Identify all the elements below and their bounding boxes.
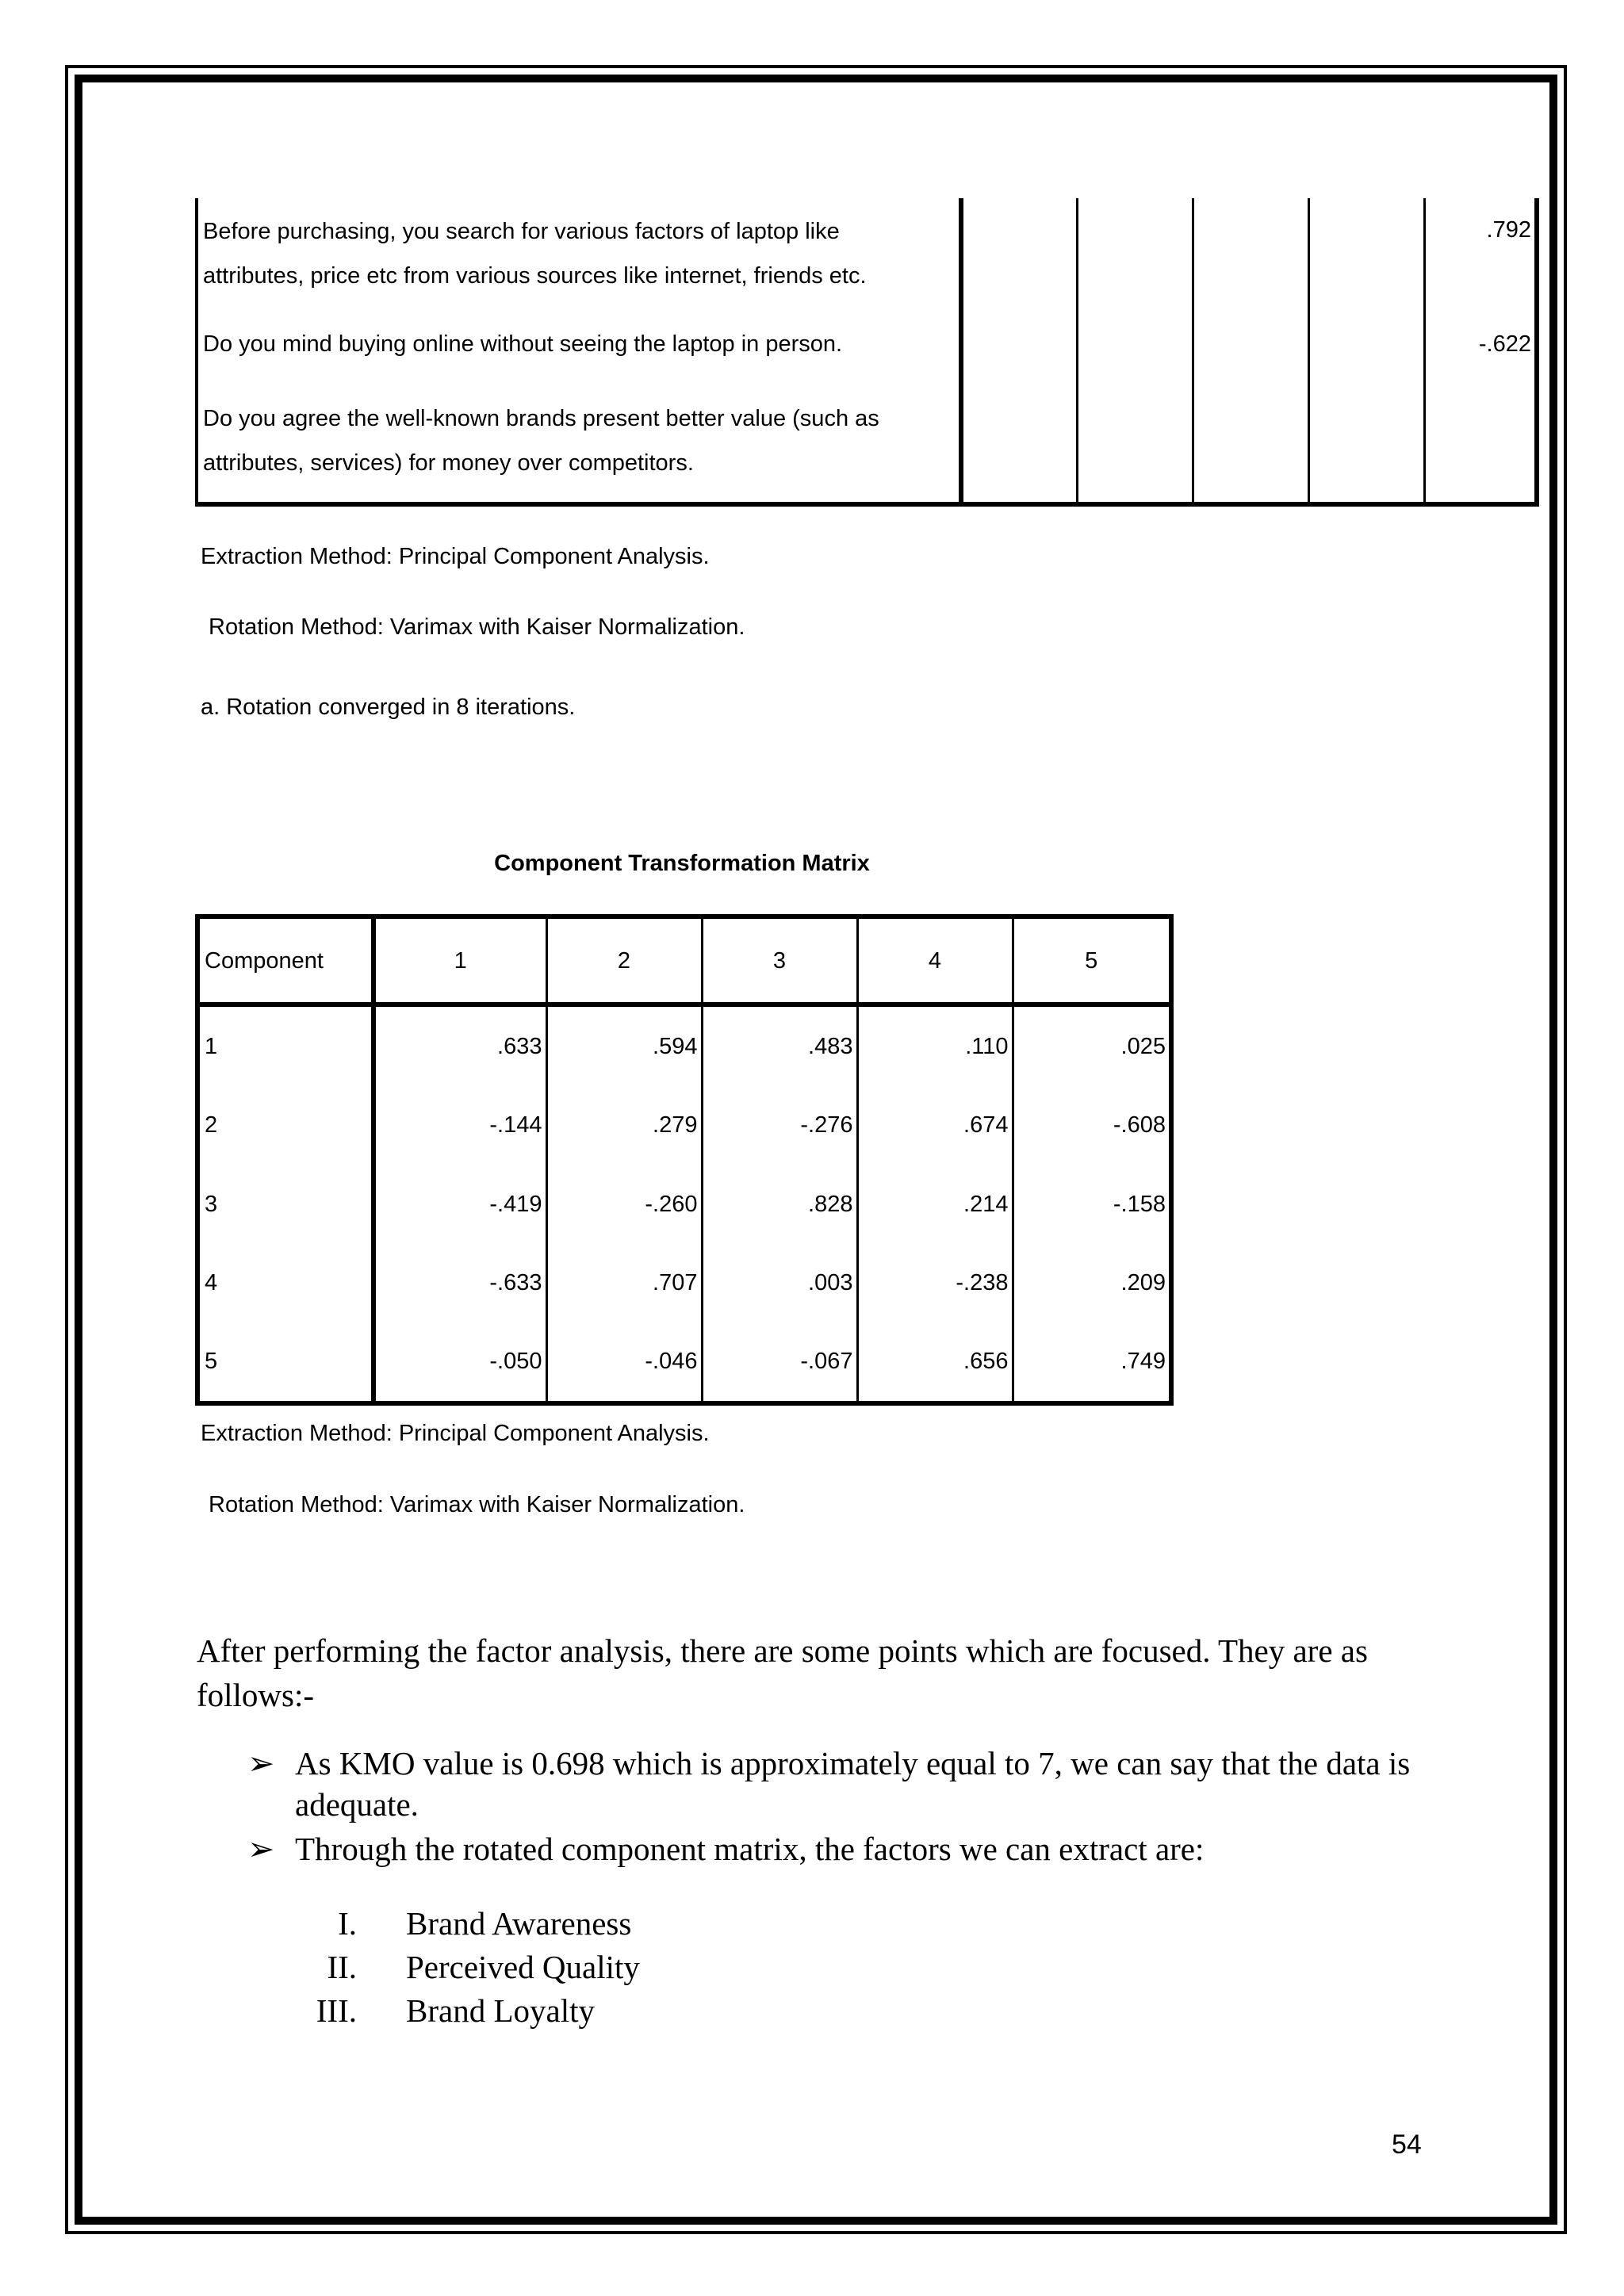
table-row: [197, 1004, 1171, 1085]
cell: .828: [702, 1165, 857, 1243]
factor-text: Brand Awareness: [406, 1905, 632, 1942]
extraction-note: Extraction Method: Principal Component Analysis.: [201, 1421, 710, 1446]
bullet-list: [247, 1743, 1484, 1873]
row-header: 3: [197, 1165, 373, 1243]
cell: .594: [546, 1004, 702, 1085]
cell: -.276: [702, 1086, 857, 1165]
cell: .483: [702, 1004, 857, 1085]
cell: [961, 198, 1077, 309]
cell-value: .792: [1424, 198, 1537, 309]
page-number: 54: [1392, 2130, 1422, 2160]
cell-value: [1424, 379, 1537, 504]
cell: -.046: [546, 1322, 702, 1403]
cell: .707: [546, 1243, 702, 1322]
cell: -.608: [1013, 1086, 1171, 1165]
cell: -.158: [1013, 1165, 1171, 1243]
row-label-line: Do you agree the well-known brands present better value (such as: [203, 405, 879, 431]
list-item: [247, 1828, 1484, 1869]
column-header: 4: [857, 916, 1013, 1004]
bullet-text: Through the rotated component matrix, the factors we can extract are:: [295, 1831, 1205, 1867]
column-header: 2: [546, 916, 702, 1004]
intro-paragraph: After performing the factor analysis, there are some points which are focused. They are as follows:-: [197, 1632, 1368, 1713]
cell: .209: [1013, 1243, 1171, 1322]
cell: -.419: [373, 1165, 546, 1243]
column-header: 3: [702, 916, 857, 1004]
table-row: [197, 1086, 1171, 1165]
cell: -.633: [373, 1243, 546, 1322]
cell: .674: [857, 1086, 1013, 1165]
factor-text: Brand Loyalty: [406, 1992, 595, 2029]
cell: [1308, 379, 1424, 504]
rotation-note: Rotation Method: Varimax with Kaiser Normalization.: [209, 1492, 745, 1517]
row-header: 4: [197, 1243, 373, 1322]
row-label-line: Before purchasing, you search for various factors of laptop like: [203, 219, 840, 244]
factor-list: [301, 1904, 640, 2035]
cell: .656: [857, 1322, 1013, 1403]
rotation-note: Rotation Method: Varimax with Kaiser Normalization.: [209, 614, 745, 640]
row-label: [197, 309, 961, 379]
row-label: [197, 198, 961, 309]
column-header: 5: [1013, 916, 1171, 1004]
cell: .003: [702, 1243, 857, 1322]
table-row: [197, 198, 1537, 309]
list-number: I.: [338, 1905, 357, 1942]
list-number: II.: [327, 1949, 357, 1985]
table-row: [197, 309, 1537, 379]
row-header: 2: [197, 1086, 373, 1165]
row-label-line: Do you mind buying online without seeing the laptop in person.: [203, 331, 843, 357]
cell-value: -.622: [1424, 309, 1537, 379]
column-header: 1: [373, 916, 546, 1004]
cell: .214: [857, 1165, 1013, 1243]
list-number: III.: [316, 1992, 357, 2029]
row-label-line: attributes, price etc from various sources like internet, friends etc.: [203, 263, 867, 289]
cell: [1077, 309, 1193, 379]
extraction-note: Extraction Method: Principal Component Analysis.: [201, 544, 710, 569]
cell: [1193, 309, 1308, 379]
cell: [1308, 198, 1424, 309]
cell: .633: [373, 1004, 546, 1085]
table-row: [197, 1322, 1171, 1403]
component-transformation-matrix: [195, 914, 1174, 1406]
row-label-line: attributes, services) for money over competitors.: [203, 450, 694, 476]
cell: [1193, 379, 1308, 504]
cell: [961, 379, 1077, 504]
column-header: Component: [197, 916, 373, 1004]
row-label: [197, 379, 961, 504]
table-row: [197, 1243, 1171, 1322]
cell: .279: [546, 1086, 702, 1165]
cell: -.050: [373, 1322, 546, 1403]
table-title: Component Transformation Matrix: [494, 851, 870, 876]
cell: [1077, 198, 1193, 309]
cell: -.067: [702, 1322, 857, 1403]
factor-text: Perceived Quality: [406, 1949, 640, 1985]
cell: [1077, 379, 1193, 504]
cell: .749: [1013, 1322, 1171, 1403]
row-header: 5: [197, 1322, 373, 1403]
cell: -.144: [373, 1086, 546, 1165]
cell: .110: [857, 1004, 1013, 1085]
cell: -.260: [546, 1165, 702, 1243]
cell: -.238: [857, 1243, 1013, 1322]
table-row: [197, 1165, 1171, 1243]
list-item: [301, 1992, 640, 2035]
list-item: [301, 1904, 640, 1948]
cell: [1308, 309, 1424, 379]
convergence-note: a. Rotation converged in 8 iterations.: [201, 695, 576, 720]
cell: .025: [1013, 1004, 1171, 1085]
row-header: 1: [197, 1004, 373, 1085]
rotated-matrix-fragment: [195, 198, 1539, 507]
table-row: [197, 379, 1537, 504]
bullet-text: As KMO value is 0.698 which is approximately equal to 7, we can say that the data is adequate.: [295, 1745, 1411, 1823]
arrow-bullet-icon: ➢: [247, 1745, 275, 1781]
header-row: [197, 916, 1171, 1004]
cell: [961, 309, 1077, 379]
arrow-bullet-icon: ➢: [247, 1831, 275, 1867]
list-item: [301, 1948, 640, 1992]
list-item: [247, 1743, 1484, 1825]
cell: [1193, 198, 1308, 309]
